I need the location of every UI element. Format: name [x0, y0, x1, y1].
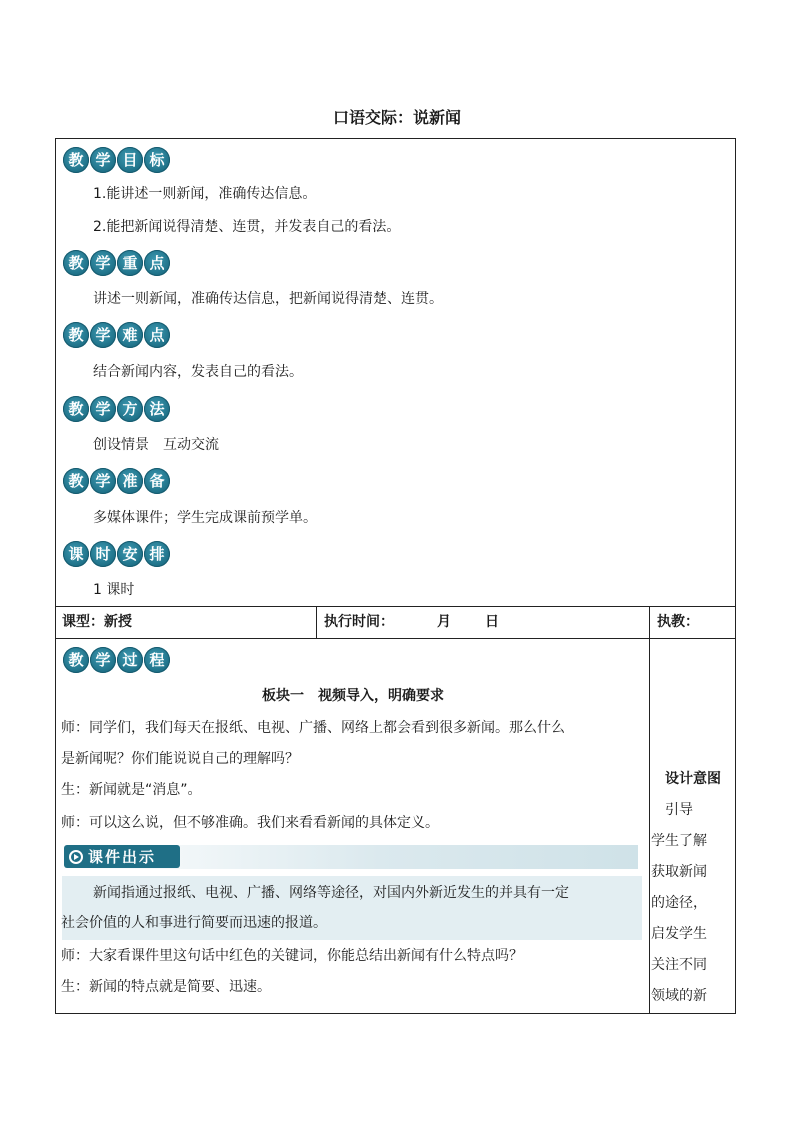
difficulties-badge — [63, 322, 170, 348]
badge-char: 程 — [144, 647, 170, 673]
preparation-badge — [63, 468, 170, 494]
badge-char: 点 — [144, 322, 170, 348]
quote-line: 社会价值的人和事进行简要而迅速的报道。 — [61, 915, 327, 931]
dialogue-line: 生：新闻的特点就是简要、迅速。 — [61, 979, 271, 995]
dialogue-line: 师：可以这么说，但不够准确。我们来看看新闻的具体定义。 — [61, 815, 439, 831]
lesson-type: 课型：新授 — [62, 614, 132, 630]
badge-char: 教 — [63, 250, 89, 276]
badge-char: 学 — [90, 147, 116, 173]
badge-char: 学 — [90, 647, 116, 673]
badge-char: 学 — [90, 250, 116, 276]
methods-badge — [63, 396, 170, 422]
badge-char: 教 — [63, 322, 89, 348]
goal-item: 2.能把新闻说得清楚、连贯，并发表自己的看法。 — [93, 219, 401, 235]
divider — [316, 606, 317, 639]
design-intent-line: 学生了解 — [651, 833, 707, 849]
key-points-badge — [63, 250, 170, 276]
badge-char: 排 — [144, 541, 170, 567]
badge-char: 教 — [63, 396, 89, 422]
badge-char: 学 — [90, 468, 116, 494]
process-badge — [63, 647, 170, 673]
page-title: 口语交际：说新闻 — [332, 108, 461, 127]
preparation-text: 多媒体课件；学生完成课前预学单。 — [93, 510, 317, 526]
schedule-text: 1 课时 — [93, 582, 135, 598]
dialogue-line: 生：新闻就是“消息”。 — [61, 782, 202, 798]
design-intent-heading: 设计意图 — [665, 771, 721, 787]
badge-char: 课 — [63, 541, 89, 567]
badge-char: 重 — [117, 250, 143, 276]
design-intent-line: 启发学生 — [651, 926, 707, 942]
design-intent-line: 获取新闻 — [651, 864, 707, 880]
badge-char: 点 — [144, 250, 170, 276]
play-circle-icon — [69, 850, 83, 864]
month-label: 月 — [437, 614, 451, 630]
badge-char: 学 — [90, 322, 116, 348]
badge-char: 方 — [117, 396, 143, 422]
courseware-label: 课件出示 — [88, 848, 157, 866]
badge-char: 安 — [117, 541, 143, 567]
dialogue-line: 师：大家看课件里这句话中红色的关键词，你能总结出新闻有什么特点吗？ — [61, 948, 523, 964]
badge-char: 难 — [117, 322, 143, 348]
design-intent-line: 的途径， — [651, 895, 707, 911]
section-heading: 板块一 视频导入，明确要求 — [262, 688, 444, 704]
quote-line: 新闻指通过报纸、电视、广播、网络等途径，对国内外新近发生的并具有一定 — [93, 885, 569, 901]
dialogue-line: 是新闻呢？你们能说说自己的理解吗？ — [61, 751, 299, 767]
badge-char: 目 — [117, 147, 143, 173]
courseware-tag — [64, 845, 180, 868]
methods-text: 创设情景 互动交流 — [93, 437, 219, 453]
info-row — [55, 606, 736, 639]
divider — [649, 606, 650, 639]
day-label: 日 — [485, 614, 499, 630]
badge-char: 备 — [144, 468, 170, 494]
design-intent — [651, 764, 735, 1012]
badge-char: 标 — [144, 147, 170, 173]
badge-char: 过 — [117, 647, 143, 673]
badge-char: 教 — [63, 647, 89, 673]
badge-char: 学 — [90, 396, 116, 422]
divider — [649, 638, 650, 1014]
badge-char: 教 — [63, 468, 89, 494]
goals-badge — [63, 147, 170, 173]
design-intent-line: 领域的新 — [651, 988, 707, 1004]
difficulties-text: 结合新闻内容，发表自己的看法。 — [93, 364, 303, 380]
design-intent-line: 关注不同 — [651, 957, 707, 973]
design-intent-line: 引导 — [651, 802, 693, 818]
goal-item: 1.能讲述一则新闻，准确传达信息。 — [93, 186, 317, 202]
teacher-label: 执教： — [657, 614, 699, 630]
badge-char: 法 — [144, 396, 170, 422]
schedule-badge — [63, 541, 170, 567]
execution-time-label: 执行时间： — [324, 614, 394, 630]
badge-char: 准 — [117, 468, 143, 494]
key-points-text: 讲述一则新闻，准确传达信息，把新闻说得清楚、连贯。 — [93, 291, 443, 307]
dialogue-line: 师：同学们，我们每天在报纸、电视、广播、网络上都会看到很多新闻。那么什么 — [61, 720, 565, 736]
badge-char: 教 — [63, 147, 89, 173]
badge-char: 时 — [90, 541, 116, 567]
